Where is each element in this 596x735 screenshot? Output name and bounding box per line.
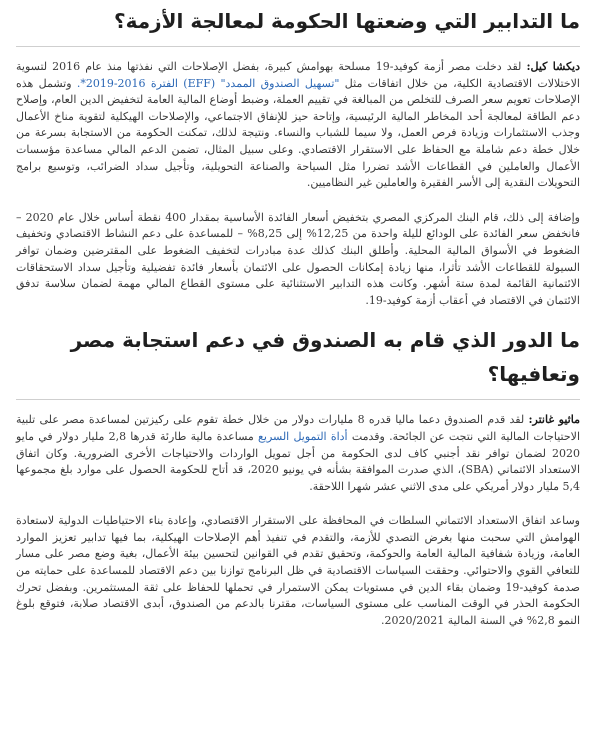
paragraph-sba-results: وساعد اتفاق الاستعداد الائتماني السلطات في المحافظة على الاستقرار الاقتصادي، وإعادة بناء الاحتياطيات الدولية لاستعادة الهوامش التي سحبت منها بغرض التصدي للأزمة، والتقدم في تنفيذ أهم الإصلاحات الهيكلية، بما فيها تدابير تعزيز الموارد العامة، وزيادة شفافية المالية العامة والحوكمة، وتحقيق تقدم في القوانين لتحسين بيئة الأعمال، بغية وضع مصر على مسار للتعافي القوي والاحتوائي. وحققت السياسات الاقتصادية في ظل البرنامج توازنا بين دعم الاقتصاد للمساعدة على حمايته من صدمة كوفيد-19 وضمان بقاء الدين في مستويات يمكن الاستمرار في تحملها للحفاظ على ثقة المستثمرين. وبفضل تحرك الحكومة الحذر في الوقت المناسب على مستوى السياسات، مقترنا بالدعم من الصندوق، أبدى الاقتصاد صلابة، فتوقع بلوغ النمو 2,8% في السنة المالية 2020/2021. xyxy=(16,514,580,627)
speaker-name: ديكشا كيل: xyxy=(526,60,580,73)
paragraph-kale-answer xyxy=(16,59,580,192)
paragraph-text: لقد قدم الصندوق دعما ماليا قدره 8 مليارات دولار من خلال خطة تقوم على ركيزتين لمساعدة مصر على تلبية الاحتياجات المالية التي نتجت عن الجائحة. وقدمت xyxy=(16,413,581,443)
paragraph-text: لقد دخلت مصر أزمة كوفيد-19 مسلحة بهوامش كبيرة، بفضل الإصلاحات التي نفذتها منذ عام 2016 لتسوية الاختلالات الاقتصادية الكلية، من خلال اتفاقات مثل xyxy=(16,60,580,90)
paragraph-central-bank: وإضافة إلى ذلك، قام البنك المركزي المصري بتخفيض أسعار الفائدة الأساسية بمقدار 400 نقطة أساس خلال عام 2020 – فانخفض سعر الفائدة على الودائع لليلة واحدة من 12,25% إلى 8,25% – للمساعدة على دعم النشاط الاقتصادي وتخفيف الضغوط في الأسواق المالية المحلية. وأطلق البنك كذلك عدة مبادرات لتخفيف الضغوط على المقترضين وضمان توافر السيولة للقطاعات الأشد تأثرا، منها زيادة إمكانات الحصول على الائتمان بأسعار فائدة تفضيلية وتأجيل سداد الاستحقاقات الائتمانية القائمة لمدة ستة أشهر. وكانت هذه التدابير الاستثنائية على مستوى القطاع المالي مهمة لضمان سلاسة تدفق الائتمان في الاقتصاد في أعقاب أزمة كوفيد-19. xyxy=(16,210,580,307)
section-imf-role xyxy=(16,323,580,629)
section-government-measures xyxy=(16,4,580,309)
section-heading-imf-role: ما الدور الذي قام به الصندوق في دعم استجابة مصر وتعافيها؟ xyxy=(16,323,580,400)
paragraph-text: مساعدة مالية طارئة قدرها 2,8 مليار دولار في مايو 2020 لضمان توافر نقد أجنبي كاف لدى الحكومة من أجل تمويل الواردات والاحتياجات الأخرى الضرورية. وكان اتفاق الاستعداد الائتماني (SBA)، الذي صدرت الموافقة بشأنه في يونيو 2020، قد أتاح للحكومة الحصول على موارد بلغ مجموعها 5,4 مليار دولار أمريكي على مدى الاثني عشر شهرا اللاحقة. xyxy=(16,429,580,493)
eff-link[interactable]: "تسهيل الصندوق الممدد" (EFF) الفترة 2016-2019*. xyxy=(76,76,340,90)
section-heading-government-measures: ما التدابير التي وضعتها الحكومة لمعالجة الأزمة؟ xyxy=(16,4,580,47)
paragraph-text: وتشمل هذه الإصلاحات تعويم سعر الصرف للتخلص من المبالغة في تقييم العملة، وضبط أوضاع المالية العامة لتخفيض الدين العام، وإصلاح دعم الطاقة لمعالجة أحد المخاطر المالية الرئيسية، وإتاحة حيز للإنفاق الاجتماعي، والإصلاحات الهيكلية لتقوية مناخ الأعمال وجذب الاستثمارات وزيادة فرص العمل، ولا سيما للشباب والنساء. ونتيجة لذلك، تمكنت الحكومة من الاستجابة بسرعة من خلال خطة دعم شاملة مع الحفاظ على الاستقرار الاقتصادي. وعلى سبيل المثال، تضمن الدعم المالي مساعدة مؤسسات الأعمال والعاملين في القطاعات الأشد تضررا مثل السياحة والصناعة التحويلية، وتأجيل سداد الضرائب، وتوسيع برامج التحويلات النقدية إلى الأسر الفقيرة والعاملين غير النظاميين. xyxy=(16,76,581,190)
speaker-name: ماثيو غانتر: xyxy=(528,413,580,427)
rfi-link[interactable]: أداة التمويل السريع xyxy=(258,429,348,443)
paragraph-gaenter-answer xyxy=(16,412,580,495)
